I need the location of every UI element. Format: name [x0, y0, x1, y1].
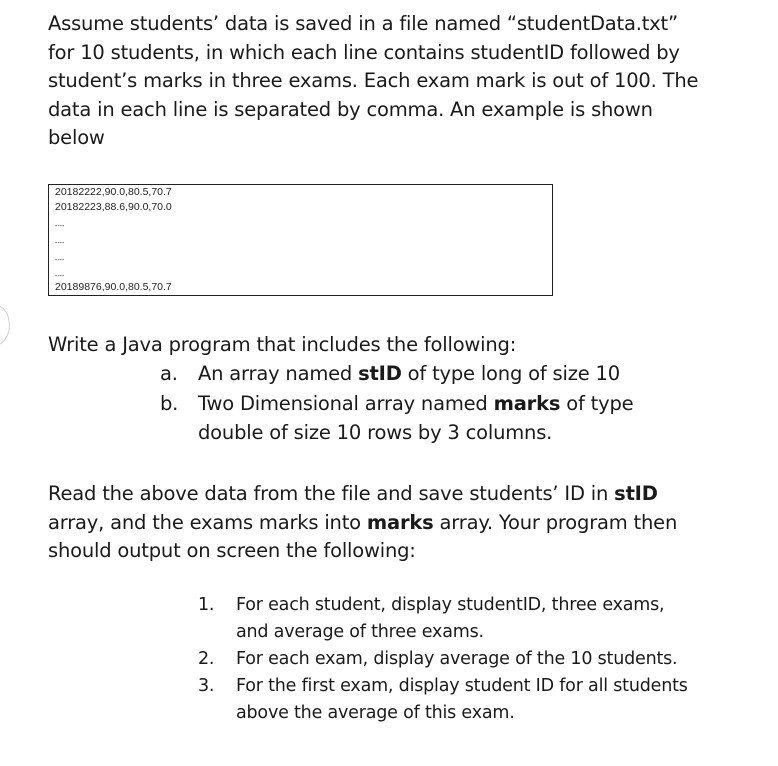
item-marker: b. [160, 392, 179, 415]
item-text: For the first exam, display student ID for all students [236, 676, 688, 696]
data-line: 20182223,88.6,90.0,70.0 [55, 201, 172, 213]
item-text: Two Dimensional array named marks of type [198, 392, 634, 415]
data-line-placeholder: ---- [55, 257, 65, 264]
intro-paragraph [48, 10, 748, 153]
read-line: should output on screen the following: [48, 539, 416, 562]
intro-line: below [48, 126, 105, 149]
output-item-3-continuation: above the average of this exam. [236, 703, 515, 723]
intro-line: data in each line is separated by comma. An example is shown [48, 97, 653, 121]
item-number: 3. [198, 676, 215, 696]
read-line: Read the above data from the file and save students’ ID in stID [48, 482, 658, 505]
intro-line: Assume students’ data is saved in a file named “studentData.txt” [48, 12, 678, 35]
item-marker: a. [160, 362, 178, 385]
read-paragraph [48, 480, 748, 566]
intro-line: student’s marks in three exams. Each exam mark is out of 100. The [48, 69, 699, 92]
item-text: For each exam, display average of the 10 students. [236, 649, 678, 669]
write-intro: Write a Java program that includes the following: [48, 333, 517, 356]
bold-term: marks [493, 392, 561, 415]
data-line: 20189876,90.0,80.5,70.7 [55, 281, 172, 293]
item-text: An array named stID of type long of size 10 [198, 362, 620, 385]
edge-arc-decoration [0, 304, 10, 346]
data-line-placeholder: ---- [55, 273, 65, 280]
bold-term: stID [358, 362, 402, 385]
bold-term: marks [366, 510, 434, 534]
bold-term: stID [614, 482, 658, 505]
item-number: 1. [198, 595, 215, 615]
item-text: For each student, display studentID, three exams, [236, 595, 665, 615]
example-data-box [48, 184, 553, 296]
item-number: 2. [198, 649, 215, 669]
item-b-continuation: double of size 10 rows by 3 columns. [198, 421, 553, 444]
read-line: array, and the exams marks into marks array. Your program then [48, 510, 678, 534]
output-item-1-continuation: and average of three exams. [236, 622, 484, 642]
intro-line: for 10 students, in which each line contains studentID followed by [48, 40, 680, 64]
data-line: 20182222,90.0,80.5,70.7 [55, 186, 172, 198]
data-line-placeholder: ---- [55, 223, 65, 230]
data-line-placeholder: ---- [55, 240, 65, 247]
